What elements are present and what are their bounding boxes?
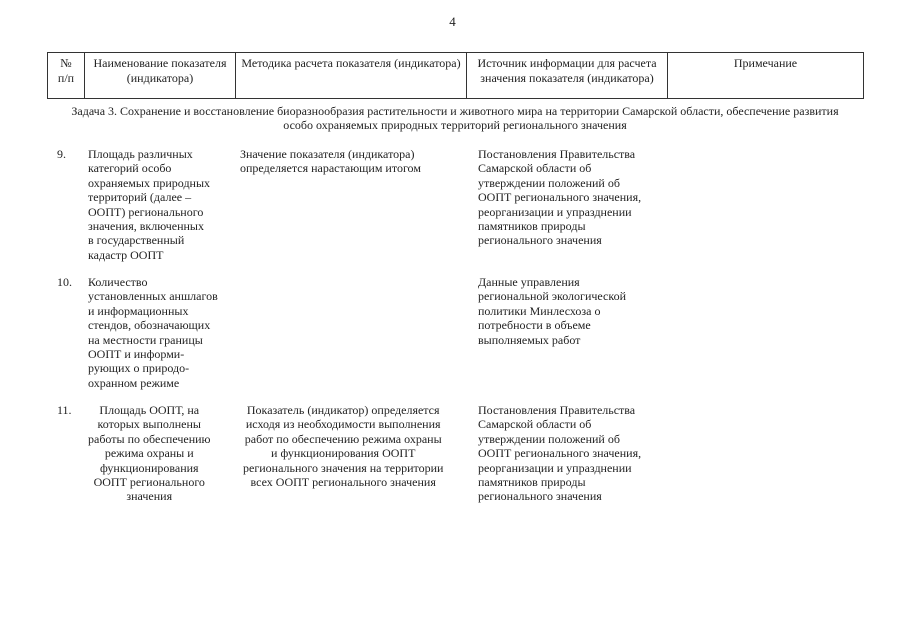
row-number: 11. bbox=[57, 403, 72, 417]
calculation-method: Показатель (индикатор) определяется исходя из необходимости выполнения работ по обеспечению режима охраны и функционирования ООПТ регионального значения на территории всех ООПТ регионального значения bbox=[243, 403, 444, 490]
info-source: Постановления Правительства Самарской области об утверждении положений об ООПТ регионального значения, реорганизации и упразднении памятников природы регионального значения bbox=[478, 403, 642, 504]
header-col-number: № п/п bbox=[48, 53, 85, 99]
calculation-method: Значение показателя (индикатора) определяется нарастающим итогом bbox=[240, 147, 421, 176]
info-source: Данные управления региональной экологической политики Минлесхоза о потребности в объеме выполняемых работ bbox=[478, 275, 627, 347]
table-header bbox=[47, 52, 864, 99]
row-number: 10. bbox=[57, 275, 72, 289]
info-source: Постановления Правительства Самарской области об утверждении положений об ООПТ регионального значения, реорганизации и упразднении памятников природы регионального значения bbox=[478, 147, 642, 248]
indicator-name: Количество установленных аншлагов и информационных стендов, обозначающих на местности границы ООПТ и информи- рующих о природо- охранном режиме bbox=[88, 275, 218, 390]
indicator-name: Площадь различных категорий особо охраняемых природных территорий (далее – ООПТ) регионального значения, включенных в государственный кадастр ООПТ bbox=[88, 147, 211, 262]
header-col-info-source: Источник информации для расчета значения показателя (индикатора) bbox=[467, 53, 668, 99]
indicator-name: Площадь ООПТ, на которых выполнены работы по обеспечению режима охраны и функционирования ООПТ регионального значения bbox=[88, 403, 211, 504]
page-number: 4 bbox=[449, 14, 456, 29]
row-number: 9. bbox=[57, 147, 66, 161]
header-col-note: Примечание bbox=[668, 53, 864, 99]
header-col-indicator-name: Наименование показателя (индикатора) bbox=[85, 53, 236, 99]
header-col-calculation-method: Методика расчета показателя (индикатора) bbox=[236, 53, 467, 99]
task-heading: Задача 3. Сохранение и восстановление биоразнообразия растительности и животного мира на территории Самарской области, обеспечение развития особо охраняемых природных территорий регионального значения bbox=[71, 104, 839, 132]
